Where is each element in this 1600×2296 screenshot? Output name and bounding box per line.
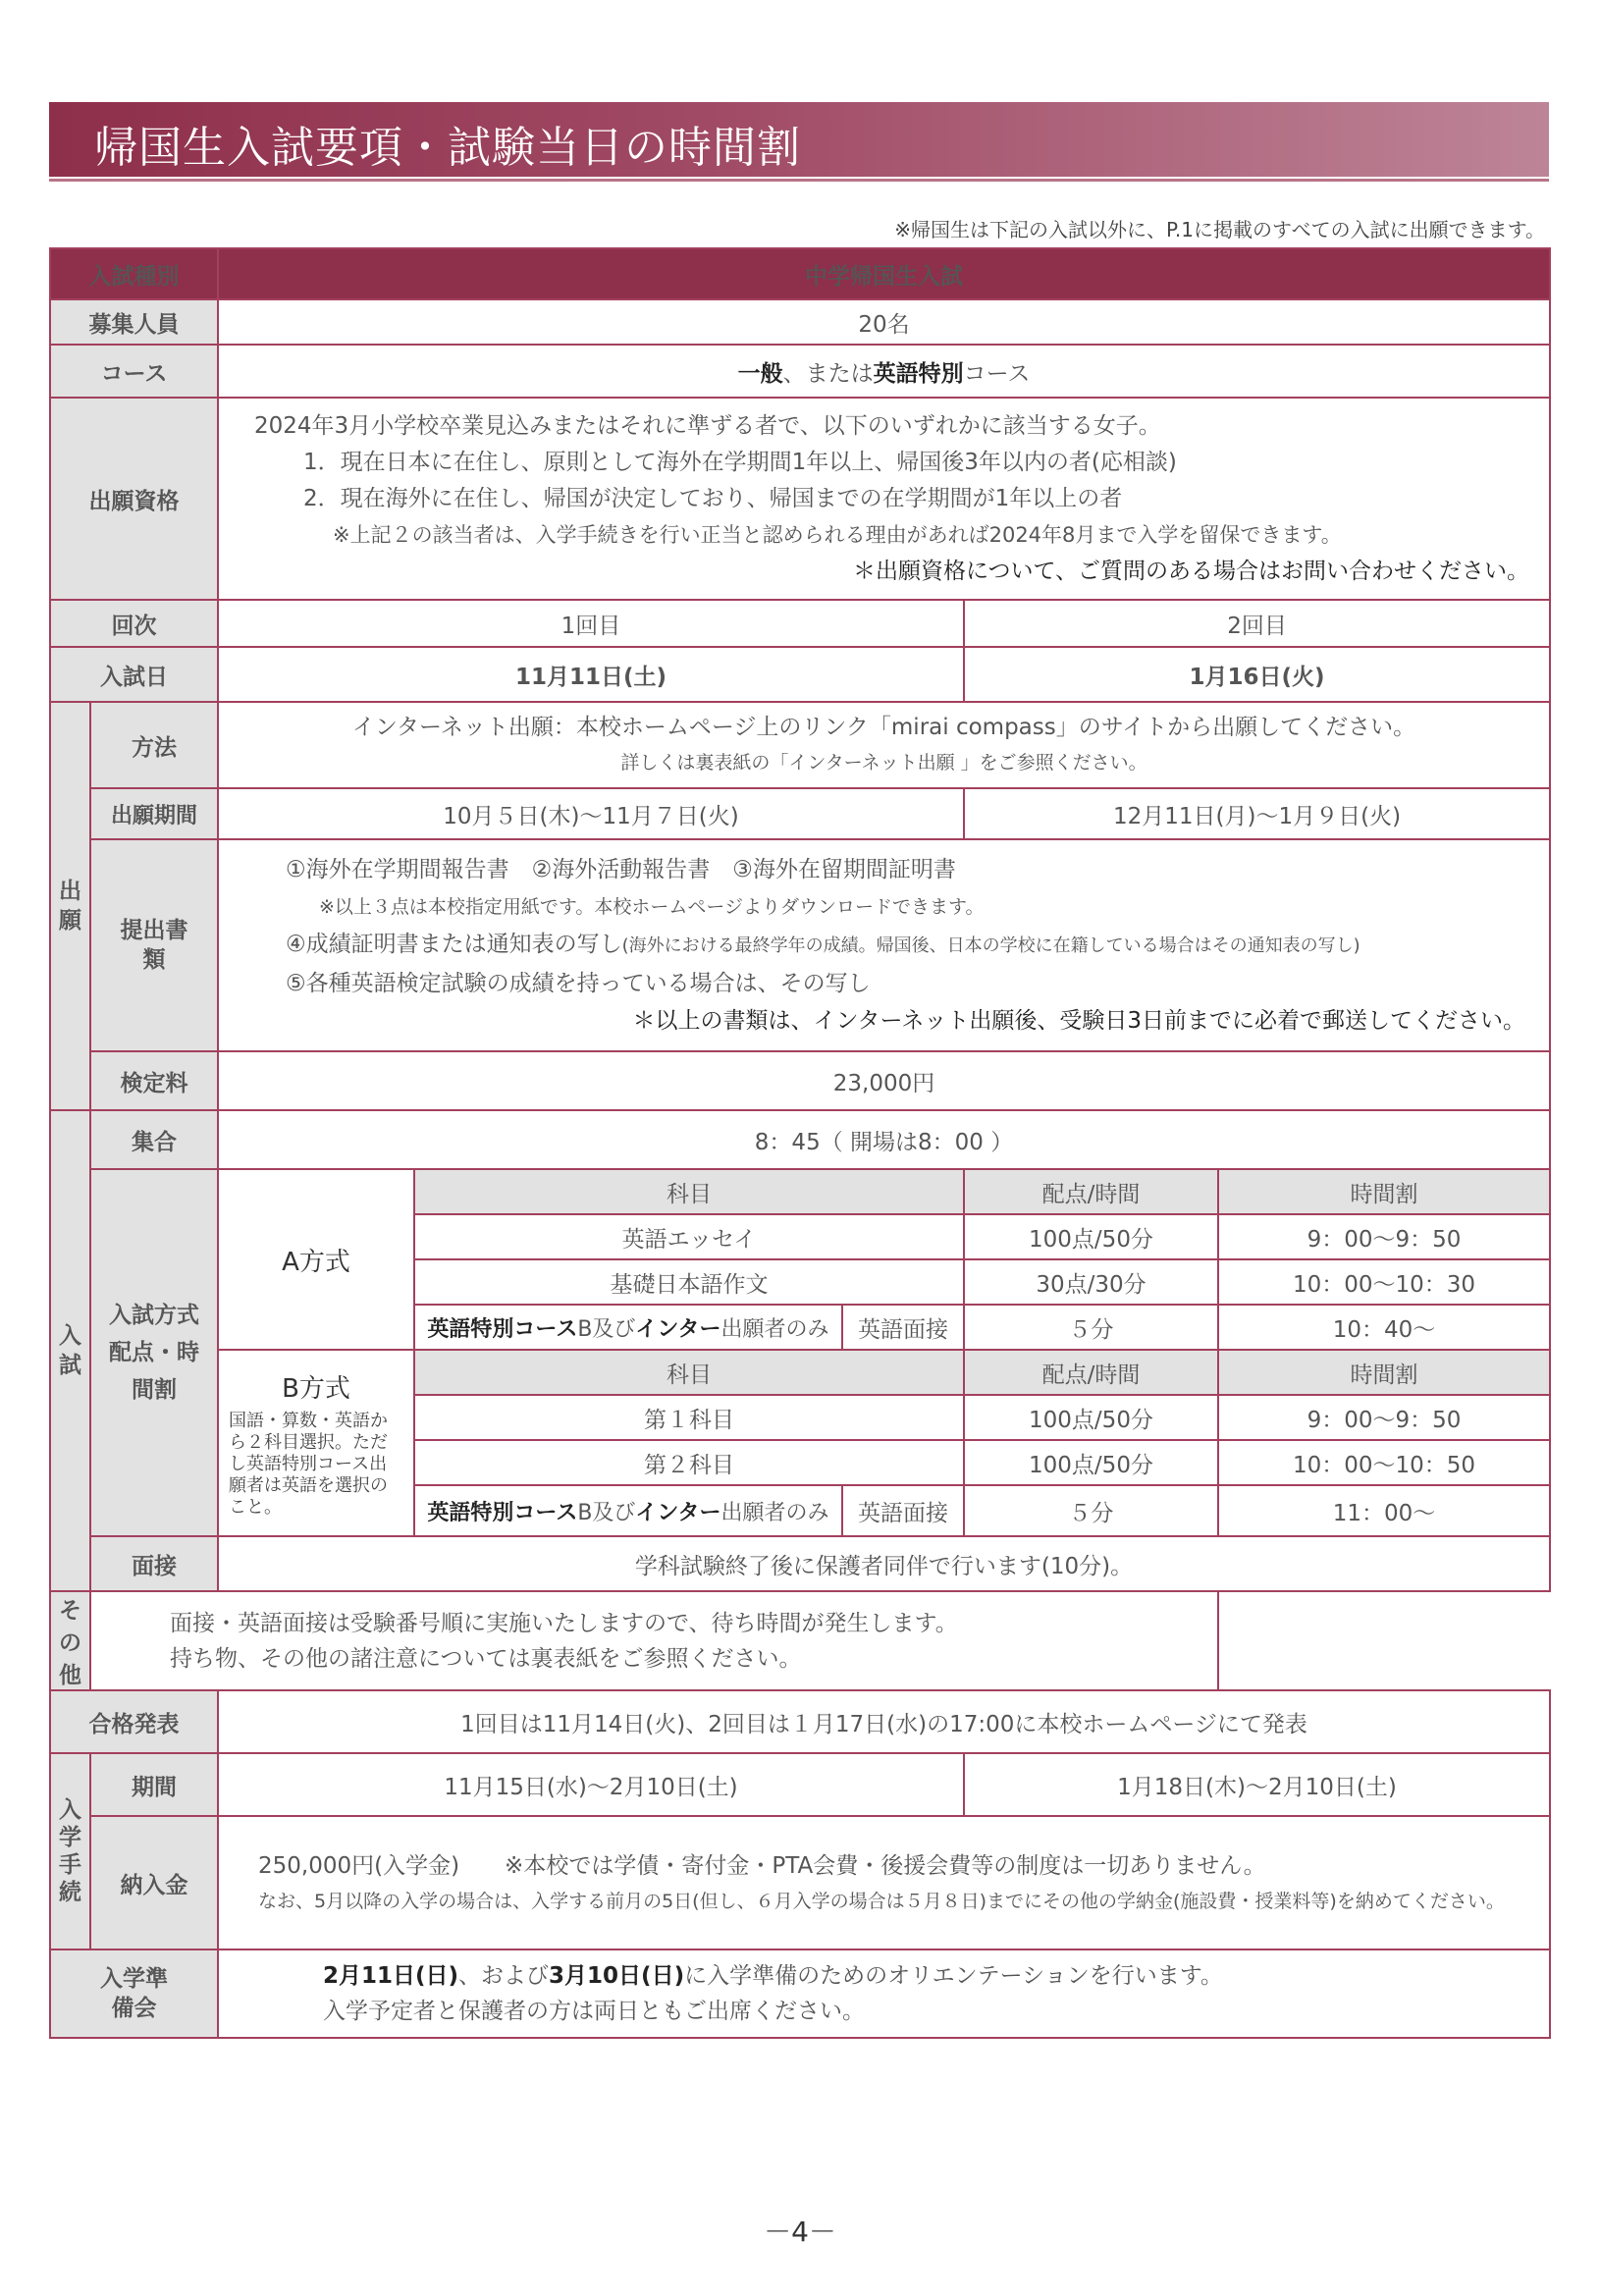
- docs-line-1: ①海外在学期間報告書 ②海外活動報告書 ③海外在留期間証明書: [286, 857, 956, 882]
- qual-line: ※上記２の該当者は、入学手続きを行い正当と認められる理由があれば2024年8月まで入学を留保できます。: [333, 522, 1342, 547]
- admission-table: [49, 247, 1551, 2039]
- procedure-period-1: 11月15日(水)～2月10日(土): [218, 1753, 964, 1816]
- b-points: 100点/50分: [964, 1440, 1218, 1485]
- b-col-subject: 科目: [414, 1350, 964, 1395]
- round-2: 2回目: [964, 600, 1550, 647]
- b-english-interview: 英語面接: [842, 1485, 964, 1536]
- b-interview-time: 11：00～: [1218, 1485, 1550, 1536]
- b-scheme-cell: [218, 1350, 414, 1536]
- application-period-label: 出願期間: [90, 788, 218, 839]
- b-col-time: 時間割: [1218, 1350, 1550, 1395]
- method-line-1: インターネット出願：本校ホームページ上のリンク「mirai compass」のサイトから出願してください。: [351, 715, 1416, 740]
- prep-description: に入学準備のためのオリエンテーションを行います。: [684, 1963, 1223, 1989]
- type-label: 入試種別: [50, 248, 218, 299]
- b-subject: 第１科目: [414, 1395, 964, 1440]
- eng-only-part: インター: [635, 1500, 721, 1525]
- method-value: [218, 702, 1550, 788]
- a-col-points: 配点/時間: [964, 1169, 1218, 1214]
- method-line-2: 詳しくは裏表紙の「インターネット出願 」をご参照ください。: [620, 752, 1147, 774]
- course-value: [218, 345, 1550, 398]
- b-points: 100点/50分: [964, 1395, 1218, 1440]
- scheme-label-text: 入試方式配点・時間割: [109, 1303, 199, 1403]
- qual-line: 1．現在日本に在住し、原則として海外在学期間1年以上、帰国後3年以内の者(応相談): [303, 449, 1177, 475]
- procedure-period-2: 1月18日(木)～2月10日(土): [964, 1753, 1550, 1816]
- prep-line-2: 入学予定者と保護者の方は両日ともご出席ください。: [323, 1999, 865, 2024]
- prep-label-text: 入学準備会: [100, 1966, 168, 2021]
- application-period-1: 10月５日(木)～11月７日(火): [218, 788, 964, 839]
- round-label: 回次: [50, 600, 218, 647]
- qualification-value: [218, 398, 1550, 600]
- result-label: 合格発表: [50, 1690, 218, 1753]
- procedure-group-text: 入学手続: [59, 1797, 81, 1905]
- prep-label: [50, 1949, 218, 2038]
- method-label: 方法: [90, 702, 218, 788]
- eng-only-part: B及び: [577, 1316, 636, 1342]
- a-subject: 英語エッセイ: [414, 1214, 964, 1259]
- gather-label: 集合: [90, 1110, 218, 1169]
- a-points: 30点/30分: [964, 1259, 1218, 1305]
- application-group-text: 出願: [59, 879, 81, 934]
- top-note: ※帰国生は下記の入試以外に、P.1に掲載のすべての入試に出願できます。: [894, 218, 1545, 241]
- fee-value: 23,000円: [218, 1051, 1550, 1110]
- result-value: 1回目は11月14日(火)、2回目は１月17日(水)の17:00に本校ホームページにて発表: [218, 1690, 1550, 1753]
- a-col-subject: 科目: [414, 1169, 964, 1214]
- docs-line-2: ※以上３点は本校指定用紙です。本校ホームページよりダウンロードできます。: [319, 896, 985, 918]
- a-scheme-label: A方式: [218, 1169, 414, 1350]
- docs-line-3: ④成績証明書または通知表の写し: [286, 932, 622, 957]
- other-line-1: 面接・英語面接は受験番号順に実施いたしますので、待ち時間が発生します。: [170, 1610, 958, 1636]
- a-english-interview: 英語面接: [842, 1305, 964, 1350]
- exam-group-text: 入試: [59, 1323, 81, 1378]
- qual-line: 2024年3月小学校卒業見込みまたはそれに準ずる者で、以下のいずれかに該当する女子。: [254, 412, 1161, 439]
- b-time: 10：00～10：50: [1218, 1440, 1550, 1485]
- eng-only-part: B及び: [577, 1500, 636, 1525]
- exam-date-2: 1月16日(火): [964, 647, 1550, 702]
- docs-line-5: ＊以上の書類は、インターネット出願後、受験日3日前までに必着で郵送してください。: [632, 1008, 1526, 1034]
- prep-date-2: 3月10日(日): [549, 1963, 685, 1989]
- a-english-course-only: [414, 1305, 842, 1350]
- exam-date-label: 入試日: [50, 647, 218, 702]
- docs-line-3-note: (海外における最終学年の成績。帰国後、日本の学校に在籍している場合はその通知表の写し): [621, 935, 1360, 956]
- b-subject: 第２科目: [414, 1440, 964, 1485]
- payment-value: [218, 1816, 1550, 1949]
- docs-line-4: ⑤各種英語検定試験の成績を持っている場合は、その写し: [286, 971, 871, 996]
- exam-date-1: 11月11日(土): [218, 647, 964, 702]
- a-interview-time: 10：40～: [1218, 1305, 1550, 1350]
- application-group-label: [50, 702, 90, 1110]
- eng-only-part: 英語特別コース: [427, 1316, 578, 1342]
- course-suffix: コース: [963, 360, 1031, 387]
- prep-and: 、および: [458, 1963, 550, 1989]
- b-english-course-only: [414, 1485, 842, 1536]
- b-scheme-label: B方式: [282, 1373, 350, 1404]
- gather-value: 8：45（ 開場は8：00 ）: [218, 1110, 1550, 1169]
- qual-line: ＊出願資格について、ご質問のある場合はお問い合わせください。: [852, 558, 1530, 584]
- documents-label-text: 提出書類: [120, 918, 188, 973]
- payment-line-1: 250,000円(入学金) ※本校では学債・寄付金・PTA会費・後援会費等の制度は一切ありません。: [258, 1853, 1266, 1879]
- b-interview-points: ５分: [964, 1485, 1218, 1536]
- documents-value: [218, 839, 1550, 1051]
- payment-line-2: なお、5月以降の入学の場合は、入学する前月の5日(但し、６月入学の場合は５月８日)までにその他の学納金(施設費・授業料等)を納めてください。: [258, 1891, 1505, 1912]
- banner-underline: [49, 179, 1549, 182]
- course-or: 、または: [782, 360, 874, 387]
- page-number: －4－: [764, 2216, 836, 2248]
- documents-label: [90, 839, 218, 1051]
- scheme-label: [90, 1169, 218, 1536]
- round-1: 1回目: [218, 600, 964, 647]
- fee-label: 検定料: [90, 1051, 218, 1110]
- other-line-2: 持ち物、その他の諸注意については裏表紙をご参照ください。: [170, 1645, 802, 1672]
- exam-group-label: [50, 1110, 90, 1591]
- a-col-time: 時間割: [1218, 1169, 1550, 1214]
- interview-value: 学科試験終了後に保護者同伴で行います(10分)。: [218, 1536, 1550, 1591]
- procedure-group-label: [50, 1753, 90, 1949]
- eng-only-part: 英語特別コース: [427, 1500, 578, 1525]
- procedure-period-label: 期間: [90, 1753, 218, 1816]
- eng-only-part: 出願者のみ: [720, 1316, 829, 1342]
- a-time: 10：00～10：30: [1218, 1259, 1550, 1305]
- qualification-label: 出願資格: [50, 398, 218, 600]
- qual-line: 2．現在海外に在住し、帰国が決定しており、帰国までの在学期間が1年以上の者: [303, 485, 1123, 511]
- course-label: コース: [50, 345, 218, 398]
- a-interview-points: ５分: [964, 1305, 1218, 1350]
- other-label: その他: [50, 1591, 90, 1690]
- a-subject: 基礎日本語作文: [414, 1259, 964, 1305]
- application-period-2: 12月11日(月)～1月９日(火): [964, 788, 1550, 839]
- payment-label: 納入金: [90, 1816, 218, 1949]
- prep-date-1: 2月11日(日): [323, 1963, 459, 1989]
- prep-value: [218, 1949, 1550, 2038]
- capacity-label: 募集人員: [50, 299, 218, 345]
- course-english: 英語特別: [873, 360, 964, 387]
- b-col-points: 配点/時間: [964, 1350, 1218, 1395]
- page-title: 帰国生入試要項・試験当日の時間割: [94, 123, 801, 173]
- capacity-value: 20名: [218, 299, 1550, 345]
- interview-label: 面接: [90, 1536, 218, 1591]
- b-time: 9：00～9：50: [1218, 1395, 1550, 1440]
- eng-only-part: インター: [635, 1316, 721, 1342]
- type-value: 中学帰国生入試: [218, 248, 1550, 299]
- b-scheme-note: 国語・算数・英語から２科目選択。ただし英語特別コース出願者は英語を選択のこと。: [229, 1410, 388, 1518]
- a-time: 9：00～9：50: [1218, 1214, 1550, 1259]
- title-banner: [49, 102, 1549, 177]
- a-points: 100点/50分: [964, 1214, 1218, 1259]
- other-value: [90, 1591, 1218, 1690]
- eng-only-part: 出願者のみ: [720, 1500, 829, 1525]
- course-general: 一般: [737, 360, 783, 387]
